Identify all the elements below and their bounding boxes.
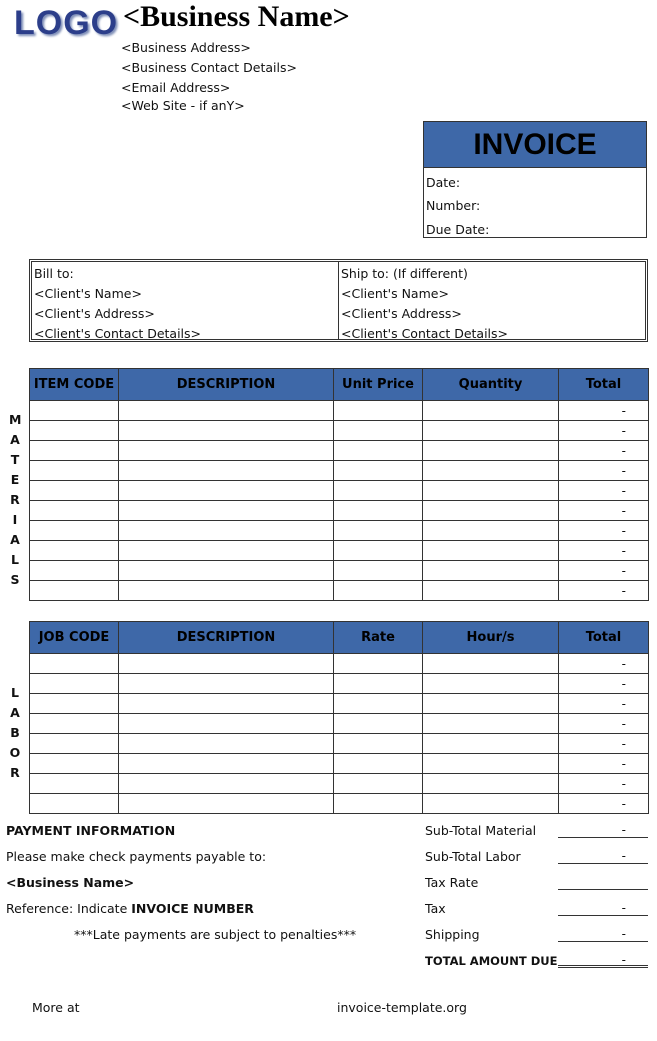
materials-side-letter: A: [10, 432, 20, 447]
logo: LOGO: [14, 4, 119, 42]
labor-quantity-cell[interactable]: [423, 654, 559, 674]
labor-side-letter: B: [10, 725, 20, 740]
labor-row: [30, 754, 649, 774]
col-quantity: Quantity: [423, 369, 559, 401]
tax-label: Tax: [425, 901, 446, 916]
materials-code-cell[interactable]: [30, 421, 119, 441]
materials-total-cell[interactable]: -: [559, 441, 649, 461]
ship-to-section: [338, 262, 645, 339]
col-job-code: JOB CODE: [30, 622, 119, 654]
materials-quantity-cell[interactable]: [423, 481, 559, 501]
materials-row: [30, 561, 649, 581]
subtotal-material-value: -: [558, 823, 648, 838]
col-total: Total: [559, 622, 649, 654]
labor-total-cell[interactable]: -: [559, 754, 649, 774]
col-description: DESCRIPTION: [119, 622, 334, 654]
labor-price-cell[interactable]: [334, 654, 423, 674]
materials-quantity-cell[interactable]: [423, 501, 559, 521]
materials-price-cell[interactable]: [334, 441, 423, 461]
materials-price-cell[interactable]: [334, 501, 423, 521]
materials-quantity-cell[interactable]: [423, 541, 559, 561]
total-due-label: TOTAL AMOUNT DUE: [425, 954, 558, 968]
materials-description-cell[interactable]: [119, 541, 334, 561]
materials-total-cell[interactable]: -: [559, 581, 649, 601]
invoice-box: [423, 121, 647, 238]
materials-price-cell[interactable]: [334, 461, 423, 481]
labor-description-cell[interactable]: [119, 694, 334, 714]
labor-table: [29, 621, 649, 814]
labor-description-cell[interactable]: [119, 654, 334, 674]
number-label: Number:: [426, 198, 481, 213]
labor-side-letter: A: [10, 705, 20, 720]
labor-price-cell[interactable]: [334, 734, 423, 754]
materials-quantity-cell[interactable]: [423, 461, 559, 481]
materials-side-letter: R: [10, 492, 20, 507]
materials-description-cell[interactable]: [119, 461, 334, 481]
materials-row: [30, 461, 649, 481]
bill-to-contact: <Client's Contact Details>: [34, 326, 201, 341]
labor-quantity-cell[interactable]: [423, 674, 559, 694]
materials-side-letter: T: [10, 452, 20, 467]
materials-description-cell[interactable]: [119, 581, 334, 601]
shipping-label: Shipping: [425, 927, 480, 942]
materials-description-cell[interactable]: [119, 421, 334, 441]
materials-quantity-cell[interactable]: [423, 521, 559, 541]
materials-quantity-cell[interactable]: [423, 421, 559, 441]
business-address: <Business Address>: [121, 40, 251, 55]
business-name: <Business Name>: [123, 0, 350, 33]
materials-description-cell[interactable]: [119, 501, 334, 521]
bill-to-title: Bill to:: [34, 266, 74, 281]
labor-quantity-cell[interactable]: [423, 794, 559, 814]
materials-code-cell[interactable]: [30, 461, 119, 481]
materials-side-letter: L: [11, 552, 19, 567]
materials-total-cell[interactable]: -: [559, 401, 649, 421]
materials-description-cell[interactable]: [119, 561, 334, 581]
materials-side-letter: M: [9, 412, 22, 427]
materials-code-cell[interactable]: [30, 541, 119, 561]
labor-side-letter: R: [10, 765, 20, 780]
labor-code-cell[interactable]: [30, 694, 119, 714]
footer-site-link[interactable]: invoice-template.org: [337, 1000, 467, 1015]
labor-quantity-cell[interactable]: [423, 734, 559, 754]
materials-side-letter: A: [10, 532, 20, 547]
materials-quantity-cell[interactable]: [423, 441, 559, 461]
labor-description-cell[interactable]: [119, 794, 334, 814]
shipping-value: -: [558, 927, 648, 942]
labor-price-cell[interactable]: [334, 714, 423, 734]
labor-quantity-cell[interactable]: [423, 694, 559, 714]
materials-total-cell[interactable]: -: [559, 501, 649, 521]
materials-code-cell[interactable]: [30, 481, 119, 501]
labor-code-cell[interactable]: [30, 734, 119, 754]
labor-total-cell[interactable]: -: [559, 714, 649, 734]
materials-total-cell[interactable]: -: [559, 461, 649, 481]
labor-description-cell[interactable]: [119, 674, 334, 694]
tax-rate-value: [558, 875, 648, 890]
bill-to-section: [32, 262, 338, 339]
labor-total-cell[interactable]: -: [559, 674, 649, 694]
materials-description-cell[interactable]: [119, 481, 334, 501]
materials-total-cell[interactable]: -: [559, 421, 649, 441]
business-contact: <Business Contact Details>: [121, 60, 297, 75]
col-total: Total: [559, 369, 649, 401]
materials-total-cell[interactable]: -: [559, 521, 649, 541]
bill-to-address: <Client's Address>: [34, 306, 155, 321]
materials-total-cell[interactable]: -: [559, 541, 649, 561]
invoice-title: INVOICE: [424, 122, 646, 168]
materials-code-cell[interactable]: [30, 401, 119, 421]
labor-code-cell[interactable]: [30, 714, 119, 734]
materials-row: [30, 421, 649, 441]
labor-side-letter: O: [9, 745, 21, 760]
col-rate: Rate: [334, 622, 423, 654]
late-payment-note: ***Late payments are subject to penalties***: [74, 927, 357, 942]
labor-description-cell[interactable]: [119, 754, 334, 774]
tax-rate-label: Tax Rate: [425, 875, 479, 890]
materials-side-letter: E: [10, 472, 20, 487]
materials-table: [29, 368, 649, 601]
materials-header-row: [30, 369, 649, 401]
labor-total-cell[interactable]: -: [559, 774, 649, 794]
materials-row: [30, 441, 649, 461]
col-hours: Hour/s: [423, 622, 559, 654]
materials-code-cell[interactable]: [30, 561, 119, 581]
labor-description-cell[interactable]: [119, 774, 334, 794]
materials-total-cell[interactable]: -: [559, 481, 649, 501]
bill-to-name: <Client's Name>: [34, 286, 142, 301]
materials-side-letter: I: [12, 512, 18, 527]
subtotal-material-label: Sub-Total Material: [425, 823, 537, 838]
materials-quantity-cell[interactable]: [423, 581, 559, 601]
labor-quantity-cell[interactable]: [423, 714, 559, 734]
labor-row: [30, 714, 649, 734]
materials-row: [30, 481, 649, 501]
labor-code-cell[interactable]: [30, 774, 119, 794]
labor-price-cell[interactable]: [334, 674, 423, 694]
materials-description-cell[interactable]: [119, 441, 334, 461]
labor-quantity-cell[interactable]: [423, 774, 559, 794]
materials-price-cell[interactable]: [334, 521, 423, 541]
materials-row: [30, 401, 649, 421]
materials-description-cell[interactable]: [119, 401, 334, 421]
materials-code-cell[interactable]: [30, 581, 119, 601]
reference-prefix: Reference: Indicate: [6, 901, 132, 916]
labor-price-cell[interactable]: [334, 794, 423, 814]
materials-code-cell[interactable]: [30, 501, 119, 521]
labor-price-cell[interactable]: [334, 774, 423, 794]
labor-total-cell[interactable]: -: [559, 734, 649, 754]
ship-to-contact: <Client's Contact Details>: [341, 326, 508, 341]
labor-description-cell[interactable]: [119, 714, 334, 734]
business-email: <Email Address>: [121, 80, 231, 95]
materials-code-cell[interactable]: [30, 441, 119, 461]
ship-to-title: Ship to: (If different): [341, 266, 468, 281]
payment-payable: Please make check payments payable to:: [6, 849, 267, 864]
materials-total-cell[interactable]: -: [559, 561, 649, 581]
labor-code-cell[interactable]: [30, 674, 119, 694]
labor-total-cell[interactable]: -: [559, 694, 649, 714]
labor-code-cell[interactable]: [30, 794, 119, 814]
materials-price-cell[interactable]: [334, 401, 423, 421]
ship-to-address: <Client's Address>: [341, 306, 462, 321]
materials-code-cell[interactable]: [30, 521, 119, 541]
col-unit-price: Unit Price: [334, 369, 423, 401]
labor-total-cell[interactable]: -: [559, 654, 649, 674]
materials-quantity-cell[interactable]: [423, 561, 559, 581]
labor-row: [30, 674, 649, 694]
labor-row: [30, 774, 649, 794]
labor-price-cell[interactable]: [334, 754, 423, 774]
labor-header-row: [30, 622, 649, 654]
reference-invoice-number: INVOICE NUMBER: [131, 901, 254, 916]
labor-description-cell[interactable]: [119, 734, 334, 754]
ship-to-name: <Client's Name>: [341, 286, 449, 301]
business-website: <Web Site - if anY>: [121, 98, 245, 113]
total-due-value: -: [558, 953, 648, 968]
bill-ship-box: [29, 259, 648, 342]
materials-price-cell[interactable]: [334, 421, 423, 441]
labor-total-cell[interactable]: -: [559, 794, 649, 814]
tax-value: -: [558, 901, 648, 916]
payment-reference: [6, 901, 254, 916]
labor-price-cell[interactable]: [334, 694, 423, 714]
materials-row: [30, 501, 649, 521]
footer-more-at: More at: [32, 1000, 80, 1015]
labor-code-cell[interactable]: [30, 754, 119, 774]
materials-price-cell[interactable]: [334, 561, 423, 581]
col-description: DESCRIPTION: [119, 369, 334, 401]
materials-description-cell[interactable]: [119, 521, 334, 541]
materials-price-cell[interactable]: [334, 481, 423, 501]
labor-row: [30, 694, 649, 714]
subtotal-labor-value: -: [558, 849, 648, 864]
materials-quantity-cell[interactable]: [423, 401, 559, 421]
materials-side-letter: S: [10, 572, 20, 587]
subtotal-labor-label: Sub-Total Labor: [425, 849, 521, 864]
materials-row: [30, 541, 649, 561]
materials-row: [30, 521, 649, 541]
due-date-label: Due Date:: [426, 222, 490, 237]
materials-row: [30, 581, 649, 601]
materials-price-cell[interactable]: [334, 581, 423, 601]
materials-price-cell[interactable]: [334, 541, 423, 561]
labor-row: [30, 794, 649, 814]
payment-business-name: <Business Name>: [6, 875, 135, 890]
labor-quantity-cell[interactable]: [423, 754, 559, 774]
labor-row: [30, 734, 649, 754]
col-item-code: ITEM CODE: [30, 369, 119, 401]
date-label: Date:: [426, 175, 461, 190]
labor-row: [30, 654, 649, 674]
labor-code-cell[interactable]: [30, 654, 119, 674]
payment-title: PAYMENT INFORMATION: [6, 823, 176, 838]
labor-side-letter: L: [11, 685, 19, 700]
